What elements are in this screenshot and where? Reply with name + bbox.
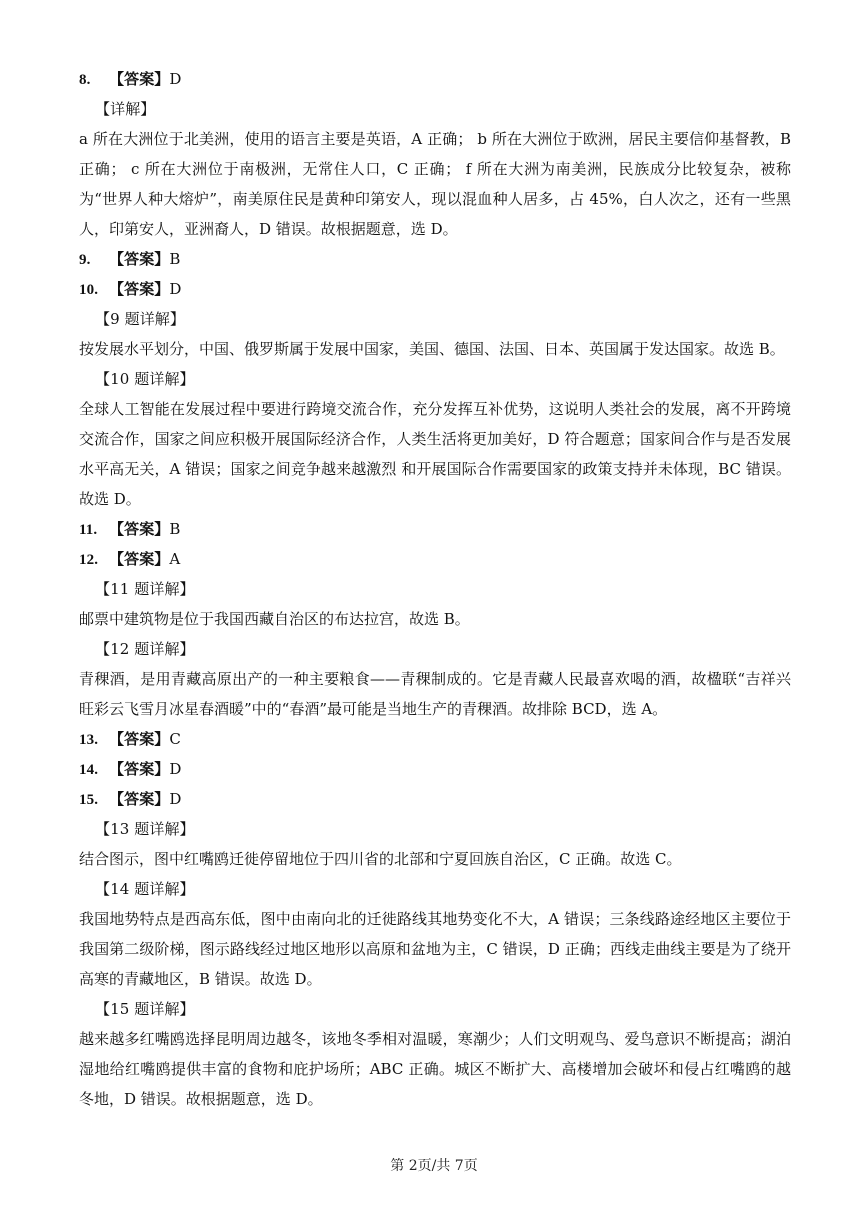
answer-value: D	[169, 760, 182, 778]
detail-heading: 【10 题详解】	[95, 370, 195, 388]
answer-line-12	[79, 544, 791, 574]
question-number: 9.	[79, 252, 91, 268]
detail-text: 按发展水平划分，中国、俄罗斯属于发展中国家，美国、德国、法国、日本、英国属于发达国家。故选 B。	[79, 340, 785, 358]
detail-text: 结合图示，图中红嘴鸥迁徙停留地位于四川省的北部和宁夏回族自治区，C 正确。故选 C。	[79, 850, 682, 868]
detail-heading: 【详解】	[95, 100, 156, 118]
detail-heading: 【15 题详解】	[95, 1000, 195, 1018]
answer-tag: 【答案】	[109, 790, 170, 808]
answer-tag: 【答案】	[109, 520, 170, 538]
page-number: 第 2页/共 7页	[390, 1158, 478, 1174]
answer-line-13	[79, 724, 791, 754]
answer-tag: 【答案】	[109, 760, 170, 778]
answer-value: D	[169, 790, 182, 808]
answer-tag: 【答案】	[109, 730, 170, 748]
answer-tag: 【答案】	[109, 550, 170, 568]
answer-tag: 【答案】	[109, 250, 170, 268]
detail-text: 我国地势特点是西高东低，图中由南向北的迁徙路线其地势变化不大，A 错误；三条线路途经地区主要位于我国第二级阶梯，图示路线经过地区地形以高原和盆地为主，C 错误，D 正确；西线走曲线主要是为了绕开高寒的青藏地区，B 错误。故选 D。	[79, 910, 791, 988]
answer-line-9	[79, 244, 791, 274]
answer-tag: 【答案】	[109, 280, 170, 298]
answer-value: B	[169, 250, 181, 268]
detail-heading: 【12 题详解】	[95, 640, 195, 658]
question-number: 11.	[79, 522, 98, 538]
question-number: 12.	[79, 552, 99, 568]
answer-content	[79, 64, 791, 1114]
question-number: 8.	[79, 72, 91, 88]
detail-text: 全球人工智能在发展过程中要进行跨境交流合作，充分发挥互补优势，这说明人类社会的发展，离不开跨境交流合作，国家之间应积极开展国际经济合作，人类生活将更加美好，D 符合题意；国家间合作与是否发展水平高无关，A 错误；国家之间竞争越来越激烈 和开展国际合作需要国家的政策支持并未体现，BC 错误。 故选 D。	[79, 400, 791, 508]
detail-text: a 所在大洲位于北美洲，使用的语言主要是英语，A 正确； b 所在大洲位于欧洲，居民主要信仰基督教，B 正确； c 所在大洲位于南极洲，无常住人口，C 正确； f 所在大洲为南美洲，民族成分比较复杂，被称为“世界人种大熔炉”，南美原住民是黄种印第安人，现以混血种人居多，占 45%，白人次之，还有一些黑人，印第安人，亚洲裔人，D 错误。故根据题意，选 D。	[79, 130, 791, 238]
question-number: 13.	[79, 732, 99, 748]
detail-text: 越来越多红嘴鸥选择昆明周边越冬，该地冬季相对温暖，寒潮少；人们文明观鸟、爱鸟意识不断提高；湖泊湿地给红嘴鸥提供丰富的食物和庇护场所；ABC 正确。城区不断扩大、高楼增加会破坏和侵占红嘴鸥的越冬地，D 错误。故根据题意，选 D。	[79, 1030, 791, 1108]
question-number: 15.	[79, 792, 99, 808]
answer-line-8	[79, 64, 791, 94]
detail-text: 邮票中建筑物是位于我国西藏自治区的布达拉宫，故选 B。	[79, 610, 470, 628]
answer-value: D	[169, 280, 182, 298]
detail-heading: 【9 题详解】	[95, 310, 186, 328]
answer-value: A	[169, 550, 181, 568]
detail-heading: 【11 题详解】	[95, 580, 195, 598]
detail-text: 青稞酒，是用青藏高原出产的一种主要粮食——青稞制成的。它是青藏人民最喜欢喝的酒，故楹联“吉祥兴旺彩云飞雪月冰星春酒暖”中的“春酒”最可能是当地生产的青稞酒。故排除 BCD，选 A。	[79, 670, 791, 718]
question-number: 14.	[79, 762, 99, 778]
detail-heading: 【13 题详解】	[95, 820, 195, 838]
answer-line-14	[79, 754, 791, 784]
answer-value: B	[169, 520, 181, 538]
answer-line-11	[79, 514, 791, 544]
answer-tag: 【答案】	[109, 70, 170, 88]
answer-line-10	[79, 274, 791, 304]
answer-value: C	[169, 730, 181, 748]
answer-value: D	[169, 70, 182, 88]
question-number: 10.	[79, 282, 99, 298]
detail-heading: 【14 题详解】	[95, 880, 195, 898]
page-footer	[0, 1156, 868, 1176]
answer-line-15	[79, 784, 791, 814]
